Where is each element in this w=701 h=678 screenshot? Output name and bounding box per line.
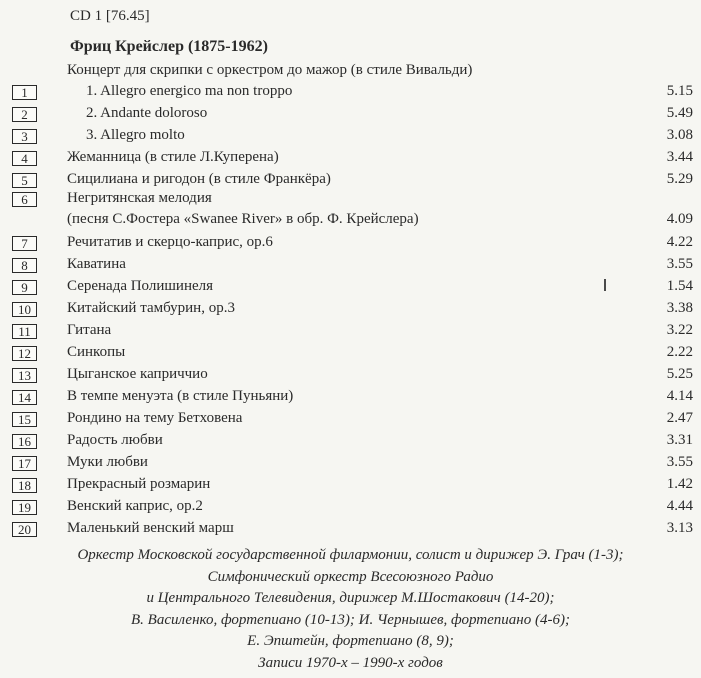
track-title: Китайский тамбурин, ор.3 xyxy=(67,300,235,316)
track-duration: 3.08 xyxy=(666,127,693,143)
track-row xyxy=(0,148,701,170)
track-duration: 3.13 xyxy=(666,520,693,536)
track-duration: 5.29 xyxy=(666,171,693,187)
track-number: 2 xyxy=(12,107,37,122)
track-row xyxy=(0,126,701,148)
performer-credits xyxy=(0,545,701,674)
track-duration: 3.55 xyxy=(666,454,693,470)
track-number: 14 xyxy=(12,390,37,405)
track-title-continuation: (песня С.Фостера «Swanee River» в обр. Ф. Крейслера) xyxy=(67,211,419,227)
track-number: 3 xyxy=(12,129,37,144)
track-row xyxy=(0,387,701,409)
track-duration: 5.49 xyxy=(666,105,693,121)
track-title: Серенада Полишинеля xyxy=(67,278,214,294)
track-row xyxy=(0,277,701,299)
track-duration: 5.25 xyxy=(666,366,693,382)
track-row xyxy=(0,519,701,541)
work-title: Концерт для скрипки с оркестром до мажор (в стиле Вивальди) xyxy=(67,62,473,78)
credit-line: В. Василенко, фортепиано (10-13); И. Чернышев, фортепиано (4-6); xyxy=(131,611,570,628)
track-row xyxy=(0,104,701,126)
track-title: Радость любви xyxy=(67,432,163,448)
track-number: 4 xyxy=(12,151,37,166)
track-title: Каватина xyxy=(67,256,126,272)
track-duration: 4.44 xyxy=(666,498,693,514)
track-title: Речитатив и скерцо-каприс, ор.6 xyxy=(67,234,273,250)
track-number: 13 xyxy=(12,368,37,383)
track-title: Муки любви xyxy=(67,454,148,470)
track-title: Рондино на тему Бетховена xyxy=(67,410,243,426)
track-title: Гитана xyxy=(67,322,112,338)
track-title: 3. Allegro molto xyxy=(86,127,185,143)
track-row xyxy=(0,321,701,343)
track-duration: 1.54 xyxy=(666,278,693,294)
track-row xyxy=(0,365,701,387)
track-duration: 5.15 xyxy=(666,83,693,99)
track-row xyxy=(0,189,701,211)
track-title: Цыганское каприччио xyxy=(67,366,208,382)
track-row xyxy=(0,233,701,255)
track-number: 15 xyxy=(12,412,37,427)
track-duration: 3.22 xyxy=(666,322,693,338)
track-title: Сицилиана и ригодон (в стиле Франкёра) xyxy=(67,171,331,187)
track-title: Венский каприс, ор.2 xyxy=(67,498,203,514)
track-number: 20 xyxy=(12,522,37,537)
track-number: 12 xyxy=(12,346,37,361)
track-row xyxy=(0,475,701,497)
credit-line: и Центрального Телевидения, дирижер М.Шостакович (14-20); xyxy=(146,590,555,606)
credit-line: Оркестр Московской государственной филармонии, солист и дирижер Э. Грач (1-3); xyxy=(77,547,624,563)
track-title: 1. Allegro energico ma non troppo xyxy=(86,83,293,99)
track-duration: 3.31 xyxy=(666,432,693,448)
track-number: 16 xyxy=(12,434,37,449)
track-title: Синкопы xyxy=(67,344,126,360)
track-number: 5 xyxy=(12,173,37,188)
track-number: 11 xyxy=(12,324,37,339)
composer-heading: Фриц Крейслер (1875-1962) xyxy=(70,38,268,55)
track-title: Негритянская мелодия xyxy=(67,190,212,206)
track-number: 18 xyxy=(12,478,37,493)
track-number: 19 xyxy=(12,500,37,515)
track-number: 10 xyxy=(12,302,37,317)
print-speck xyxy=(604,279,606,291)
track-duration: 1.42 xyxy=(666,476,693,492)
track-duration: 4.09 xyxy=(666,211,693,227)
credit-line: Е. Эпштейн, фортепиано (8, 9); xyxy=(247,633,454,649)
track-title: Прекрасный розмарин xyxy=(67,476,211,492)
track-row xyxy=(0,497,701,519)
track-row xyxy=(0,453,701,475)
track-title: Жеманница (в стиле Л.Куперена) xyxy=(67,149,279,165)
track-duration: 4.22 xyxy=(666,234,693,250)
track-row xyxy=(0,409,701,431)
credit-line: Симфонический оркестр Всесоюзного Радио xyxy=(207,568,494,585)
credit-line: Записи 1970-х – 1990-х годов xyxy=(258,654,443,671)
track-duration: 4.14 xyxy=(666,388,693,404)
track-duration: 3.38 xyxy=(666,300,693,316)
track-row-continuation xyxy=(0,210,701,232)
track-duration: 2.47 xyxy=(666,410,693,426)
track-title: 2. Andante doloroso xyxy=(86,105,208,121)
cd-label: CD 1 [76.45] xyxy=(70,8,150,24)
track-number: 6 xyxy=(12,192,37,207)
track-number: 7 xyxy=(12,236,37,251)
track-row xyxy=(0,343,701,365)
track-number: 9 xyxy=(12,280,37,295)
track-title: В темпе менуэта (в стиле Пуньяни) xyxy=(67,388,294,404)
track-duration: 3.44 xyxy=(666,149,693,165)
track-number: 1 xyxy=(12,85,37,100)
track-number: 8 xyxy=(12,258,37,273)
track-duration: 2.22 xyxy=(666,344,693,360)
track-row xyxy=(0,299,701,321)
track-row xyxy=(0,431,701,453)
track-number: 17 xyxy=(12,456,37,471)
track-title: Маленький венский марш xyxy=(67,520,234,536)
track-row xyxy=(0,82,701,104)
track-row xyxy=(0,255,701,277)
track-duration: 3.55 xyxy=(666,256,693,272)
